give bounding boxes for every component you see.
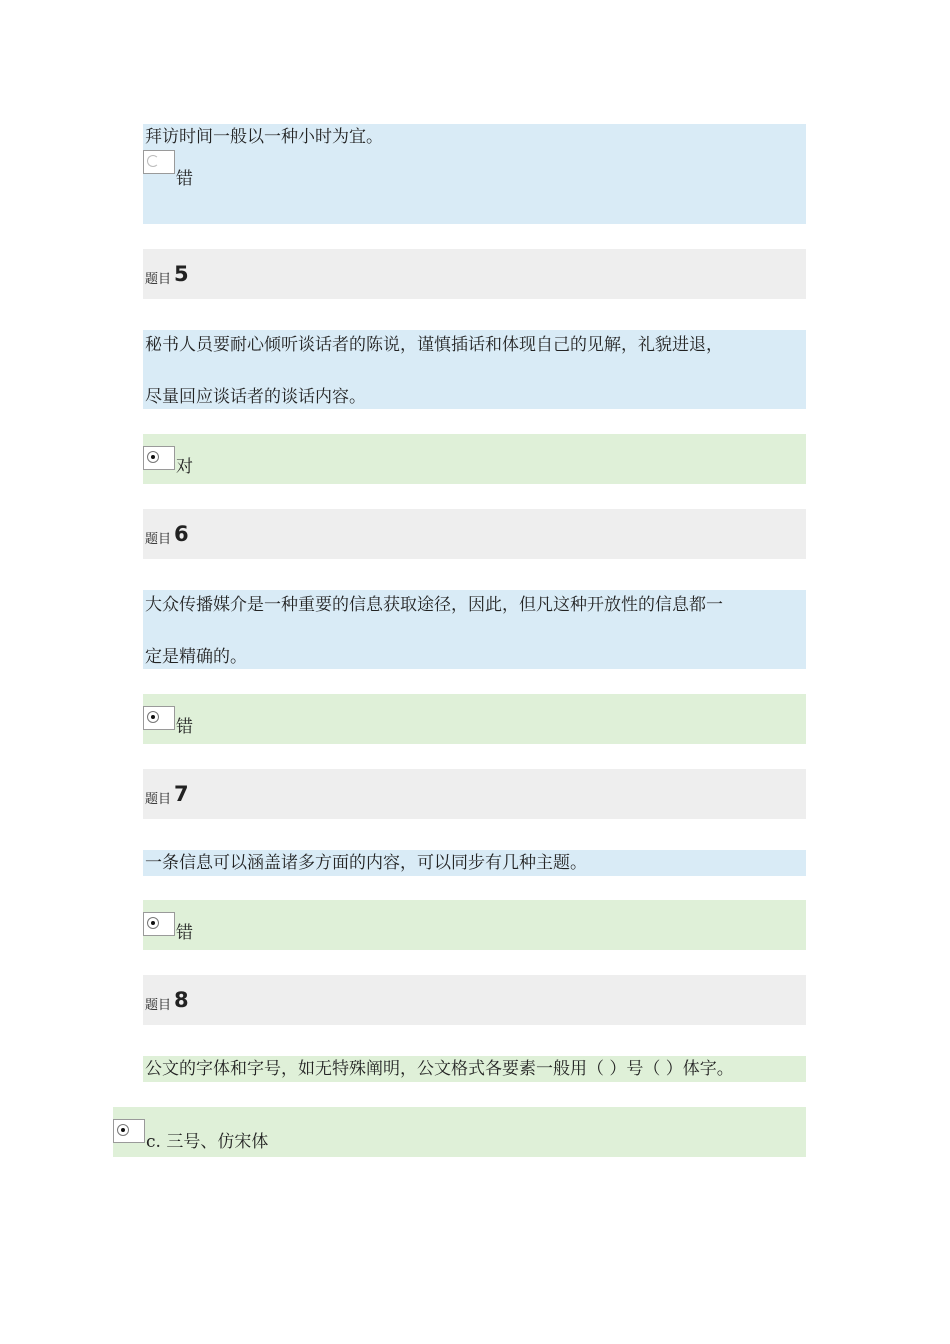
- question-5-answer: [143, 434, 806, 484]
- question-4-block: [143, 124, 806, 224]
- answer-label: c. 三号、仿宋体: [146, 1132, 269, 1152]
- question-number: 8: [174, 988, 189, 1012]
- answer-radio[interactable]: [143, 446, 175, 470]
- question-8-header: [143, 975, 806, 1025]
- answer-label: 错: [176, 923, 193, 943]
- question-5-line-1: 秘书人员要耐心倾听谈话者的陈说，谨慎插话和体现自己的见解，礼貌进退，: [145, 335, 723, 355]
- question-label: 题目: [145, 531, 172, 547]
- answer-radio[interactable]: [143, 912, 175, 936]
- answer-label: 错: [176, 717, 193, 737]
- question-number: 6: [174, 522, 189, 546]
- question-8-text: 公文的字体和字号，如无特殊阐明，公文格式各要素一般用（ ）号（ ）体字。: [143, 1056, 806, 1082]
- answer-radio[interactable]: [143, 150, 175, 174]
- answer-label: 错: [176, 169, 193, 189]
- question-6-header: [143, 509, 806, 559]
- question-6-line-1: 大众传播媒介是一种重要的信息获取途径，因此，但凡这种开放性的信息都一: [145, 595, 723, 615]
- question-7-header: [143, 769, 806, 819]
- question-6-text: [143, 590, 806, 669]
- question-number: 7: [174, 782, 189, 806]
- question-7-answer: [143, 900, 806, 950]
- question-number: 5: [174, 262, 189, 286]
- question-8-answer: [113, 1107, 806, 1157]
- answer-radio[interactable]: [113, 1119, 145, 1143]
- question-6-line-2: 定是精确的。: [145, 647, 247, 667]
- question-5-text: [143, 330, 806, 409]
- answer-radio[interactable]: [143, 706, 175, 730]
- question-label: 题目: [145, 271, 172, 287]
- question-5-line-2: 尽量回应谈话者的谈话内容。: [145, 387, 366, 407]
- question-label: 题目: [145, 791, 172, 807]
- question-label: 题目: [145, 997, 172, 1013]
- question-7-text: 一条信息可以涵盖诸多方面的内容，可以同步有几种主题。: [143, 850, 806, 876]
- question-4-text: 拜访时间一般以一种小时为宜。: [145, 127, 383, 147]
- question-5-header: [143, 249, 806, 299]
- answer-label: 对: [176, 457, 193, 477]
- question-6-answer: [143, 694, 806, 744]
